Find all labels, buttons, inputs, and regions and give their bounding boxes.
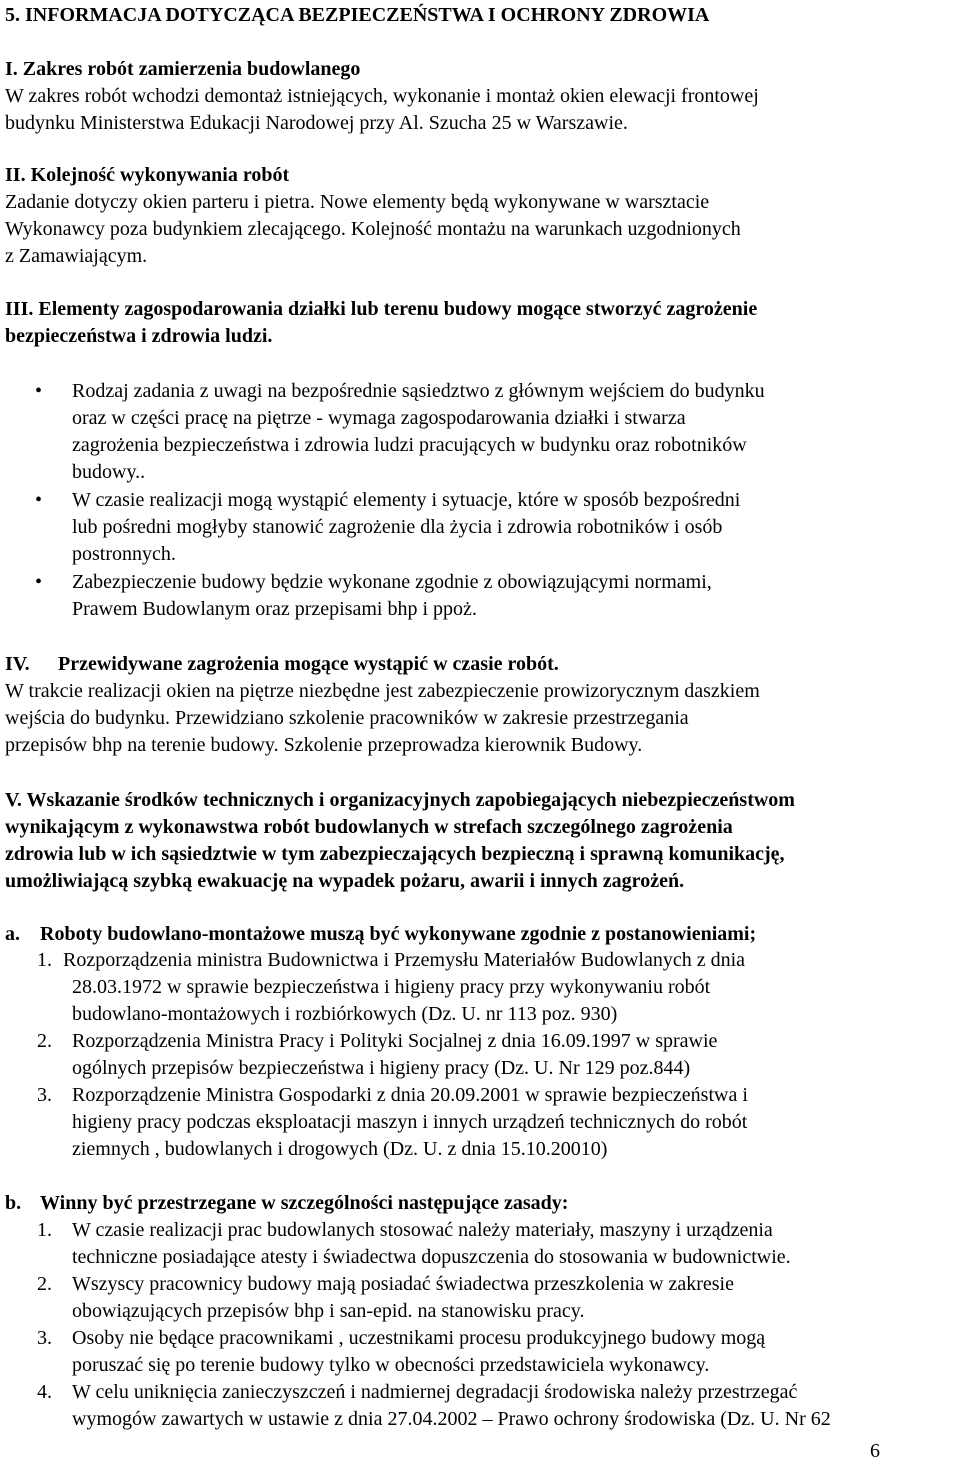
list-number: 3. [37, 1084, 52, 1106]
page-number: 6 [870, 1440, 880, 1462]
section-4-line: wejścia do budynku. Przewidziano szkolenie pracowników w zakresie przestrzegania [5, 707, 689, 729]
bullet-line: lub pośredni mogłyby stanowić zagrożenie dla życia i zdrowia robotników i osób [72, 516, 723, 538]
list-item-line: W celu uniknięcia zanieczyszczeń i nadmiernej degradacji środowiska należy przestrzegać [72, 1381, 798, 1403]
bullet-symbol: • [35, 489, 43, 511]
bullet-symbol: • [35, 571, 43, 593]
bullet-line: budowy.. [72, 461, 146, 483]
list-item-line: Wszyscy pracownicy budowy mają posiadać świadectwa przeszkolenia w zakresie [72, 1273, 734, 1295]
section-4-line: przepisów bhp na terenie budowy. Szkolenie przeprowadza kierownik Budowy. [5, 734, 643, 756]
list-number: 1. [37, 1219, 52, 1241]
bullet-line: Zabezpieczenie budowy będzie wykonane zgodnie z obowiązującymi normami, [72, 571, 712, 593]
list-number: 2. [37, 1030, 52, 1052]
section-4-line: W trakcie realizacji okien na piętrze niezbędne jest zabezpieczenie prowizorycznym daszkiem [5, 680, 760, 702]
bullet-line: oraz w części pracę na piętrze - wymaga zagospodarowania działki i stwarza [72, 407, 686, 429]
section-2-title: II. Kolejność wykonywania robót [5, 164, 290, 186]
subsection-a-title: Roboty budowlano-montażowe muszą być wykonywane zgodnie z postanowieniami; [40, 923, 757, 945]
section-4-title: Przewidywane zagrożenia mogące wystąpić w czasie robót. [58, 653, 559, 675]
list-number: 1. [37, 949, 52, 971]
section-3-title: III. Elementy zagospodarowania działki lub terenu budowy mogące stworzyć zagrożenie [5, 298, 758, 320]
list-item-line: higieny pracy podczas eksploatacji maszyn i innych urządzeń technicznych do robót [72, 1111, 748, 1133]
list-item-line: Rozporządzenia ministra Budownictwa i Przemysłu Materiałów Budowlanych z dnia [63, 949, 746, 971]
list-number: 2. [37, 1273, 52, 1295]
list-item-line: wymogów zawartych w ustawie z dnia 27.04.2002 – Prawo ochrony środowiska (Dz. U. Nr 62 [72, 1408, 831, 1430]
list-item-line: Rozporządzenia Ministra Pracy i Polityki Socjalnej z dnia 16.09.1997 w sprawie [72, 1030, 718, 1052]
list-item-line: budowlano-montażowych i rozbiórkowych (Dz. U. nr 113 poz. 930) [72, 1003, 618, 1025]
section-2-line: Wykonawcy poza budynkiem zlecającego. Kolejność montażu na warunkach uzgodnionych [5, 218, 741, 240]
subsection-a-letter: a. [5, 923, 20, 945]
section-4-number: IV. [5, 653, 30, 675]
list-item-line: ziemnych , budowlanych i drogowych (Dz. U. z dnia 15.10.20010) [72, 1138, 608, 1160]
section-2-line: Zadanie dotyczy okien parteru i pietra. Nowe elementy będą wykonywane w warsztacie [5, 191, 710, 213]
section-5-title: zdrowia lub w ich sąsiedztwie w tym zabezpieczających bezpieczną i sprawną komunikację, [5, 843, 785, 865]
list-item-line: techniczne posiadające atesty i świadectwa dopuszczenia do stosowania w budownictwie. [72, 1246, 791, 1268]
list-item-line: Rozporządzenie Ministra Gospodarki z dnia 20.09.2001 w sprawie bezpieczeństwa i [72, 1084, 748, 1106]
bullet-line: W czasie realizacji mogą wystąpić elementy i sytuacje, które w sposób bezpośredni [72, 489, 741, 511]
list-item-line: poruszać się po terenie budowy tylko w obecności przedstawiciela wykonawcy. [72, 1354, 710, 1376]
list-item-line: 28.03.1972 w sprawie bezpieczeństwa i higieny pracy przy wykonywaniu robót [72, 976, 711, 998]
list-item-line: ogólnych przepisów bezpieczeństwa i higieny pracy (Dz. U. Nr 129 poz.844) [72, 1057, 691, 1079]
section-1-title: I. Zakres robót zamierzenia budowlanego [5, 58, 361, 80]
section-1-line: W zakres robót wchodzi demontaż istniejących, wykonanie i montaż okien elewacji frontowej [5, 85, 759, 107]
section-3-title: bezpieczeństwa i zdrowia ludzi. [5, 325, 273, 347]
bullet-symbol: • [35, 380, 43, 402]
section-5-title: wynikającym z wykonawstwa robót budowlanych w strefach szczególnego zagrożenia [5, 816, 733, 838]
bullet-line: postronnych. [72, 543, 176, 565]
subsection-b-title: Winny być przestrzegane w szczególności następujące zasady: [40, 1192, 569, 1214]
list-item-line: Osoby nie będące pracownikami , uczestnikami procesu produkcyjnego budowy mogą [72, 1327, 766, 1349]
list-item-line: W czasie realizacji prac budowlanych stosować należy materiały, maszyny i urządzenia [72, 1219, 773, 1241]
section-5-title: umożliwiającą szybką ewakuację na wypadek pożaru, awarii i innych zagrożeń. [5, 870, 685, 892]
section-2-line: z Zamawiającym. [5, 245, 148, 267]
subsection-b-letter: b. [5, 1192, 22, 1214]
section-5-title: V. Wskazanie środków technicznych i organizacyjnych zapobiegających niebezpieczeństwom [5, 789, 795, 811]
bullet-line: zagrożenia bezpieczeństwa i zdrowia ludzi pracujących w budynku oraz robotników [72, 434, 747, 456]
list-item-line: obowiązujących przepisów bhp i san-epid. na stanowisku pracy. [72, 1300, 585, 1322]
section-1-line: budynku Ministerstwa Edukacji Narodowej przy Al. Szucha 25 w Warszawie. [5, 112, 628, 134]
bullet-line: Prawem Budowlanym oraz przepisami bhp i ppoż. [72, 598, 477, 620]
list-number: 4. [37, 1381, 52, 1403]
bullet-line: Rodzaj zadania z uwagi na bezpośrednie sąsiedztwo z głównym wejściem do budynku [72, 380, 765, 402]
document-heading: 5. INFORMACJA DOTYCZĄCA BEZPIECZEŃSTWA I OCHRONY ZDROWIA [5, 4, 710, 26]
list-number: 3. [37, 1327, 52, 1349]
